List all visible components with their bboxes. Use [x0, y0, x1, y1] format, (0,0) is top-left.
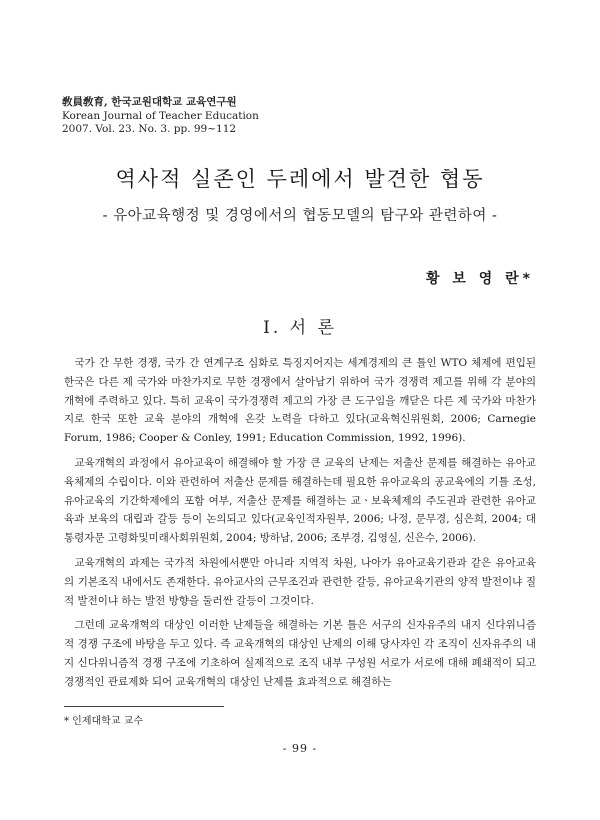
journal-citation: 2007. Vol. 23. No. 3. pp. 99~112 [62, 123, 237, 135]
footnote-divider [64, 706, 224, 707]
section-heading: Ⅰ. 서 론 [263, 318, 337, 338]
article-title: 역사적 실존인 두레에서 발견한 협동 [115, 167, 485, 191]
page-number: - 99 - [282, 742, 318, 755]
paragraph: 국가 간 무한 경쟁, 국가 간 연계구조 심화로 특징지어지는 세계경제의 큰 틀인 WTO 체제에 편입된 한국은 다른 제 국가와 마찬가지로 무한 경쟁에서 살아남기 위하여 국가 경쟁력 제고를 위해 각 분야의 개혁에 주력하고 있다. 특히 교육이 국가경쟁력 제고의 가장 큰 도구임을 깨닫은 다른 제 국가와 마찬가지로 한국 또한 교육 분야의 개혁에 온갖 노력을 다하고 있다(교육혁신위원회, 2006; Carnegie Forum, 1986; Cooper & Conley, 1991; Education Commission, 1992, 1996). [64, 357, 536, 445]
journal-korean-name: 敎員敎育, 한국교원대학교 교육연구원 [62, 96, 237, 108]
journal-english-name: Korean Journal of Teacher Education [62, 109, 259, 122]
article-author: 황 보 영 란* [425, 271, 534, 287]
paragraph: 교육개혁의 과제는 국가적 차원에서뿐만 아니라 지역적 차원, 나아가 유아교육기관과 같은 유아교육의 기본조직 내에서도 존재한다. 유아교사의 근무조건과 관련한 갈등, 유아교육기관의 양적 발전이냐 질적 발전이냐 하는 발전 방향을 둘러싼 갈등이 그것이다. [64, 556, 536, 607]
article-subtitle: - 유아교육행정 및 경영에서의 협동모델의 탐구와 관련하여 - [102, 208, 498, 224]
footnote: * 인제대학교 교수 [64, 716, 143, 727]
paragraph: 그런데 교육개혁의 대상인 이러한 난제들을 해결하는 기본 틀은 서구의 신자유주의 내지 신다위니즘적 경쟁 구조에 바탕을 두고 있다. 즉 교육개혁의 대상인 난제의 이해 당사자인 각 조직이 신자유주의 내지 신다위니즘적 경쟁 구조에 기초하여 실제적으로 조직 내부 구성원 서로가 서로에 대해 폐쇄적이 되고 경쟁적인 관료제화 되어 교육개혁의 대상인 난제를 효과적으로 해결하는 [64, 619, 536, 688]
paragraph: 교육개혁의 과정에서 유아교육이 해결해야 할 가장 큰 교육의 난제는 저출산 문제를 해결하는 유아교육체제의 수립이다. 이와 관련하여 저출산 문제를 해결하는데 필요한 유아교육의 공교육에의 기틀 조성, 유아교육의 기간학제에의 포함 여부, 저출산 문제를 해결하는 교ㆍ보육체제의 주도권과 관련한 유아교육과 보육의 대립과 갈등 등이 논의되고 있다(교육인적자원부, 2006; 나정, 문무경, 심은희, 2004; 대통령자문 고령화및미래사회위원회, 2004; 방하남, 2006; 조부경, 김영실, 신은수, 2006). [64, 456, 536, 545]
body-text [64, 354, 536, 698]
journal-header [62, 96, 542, 137]
